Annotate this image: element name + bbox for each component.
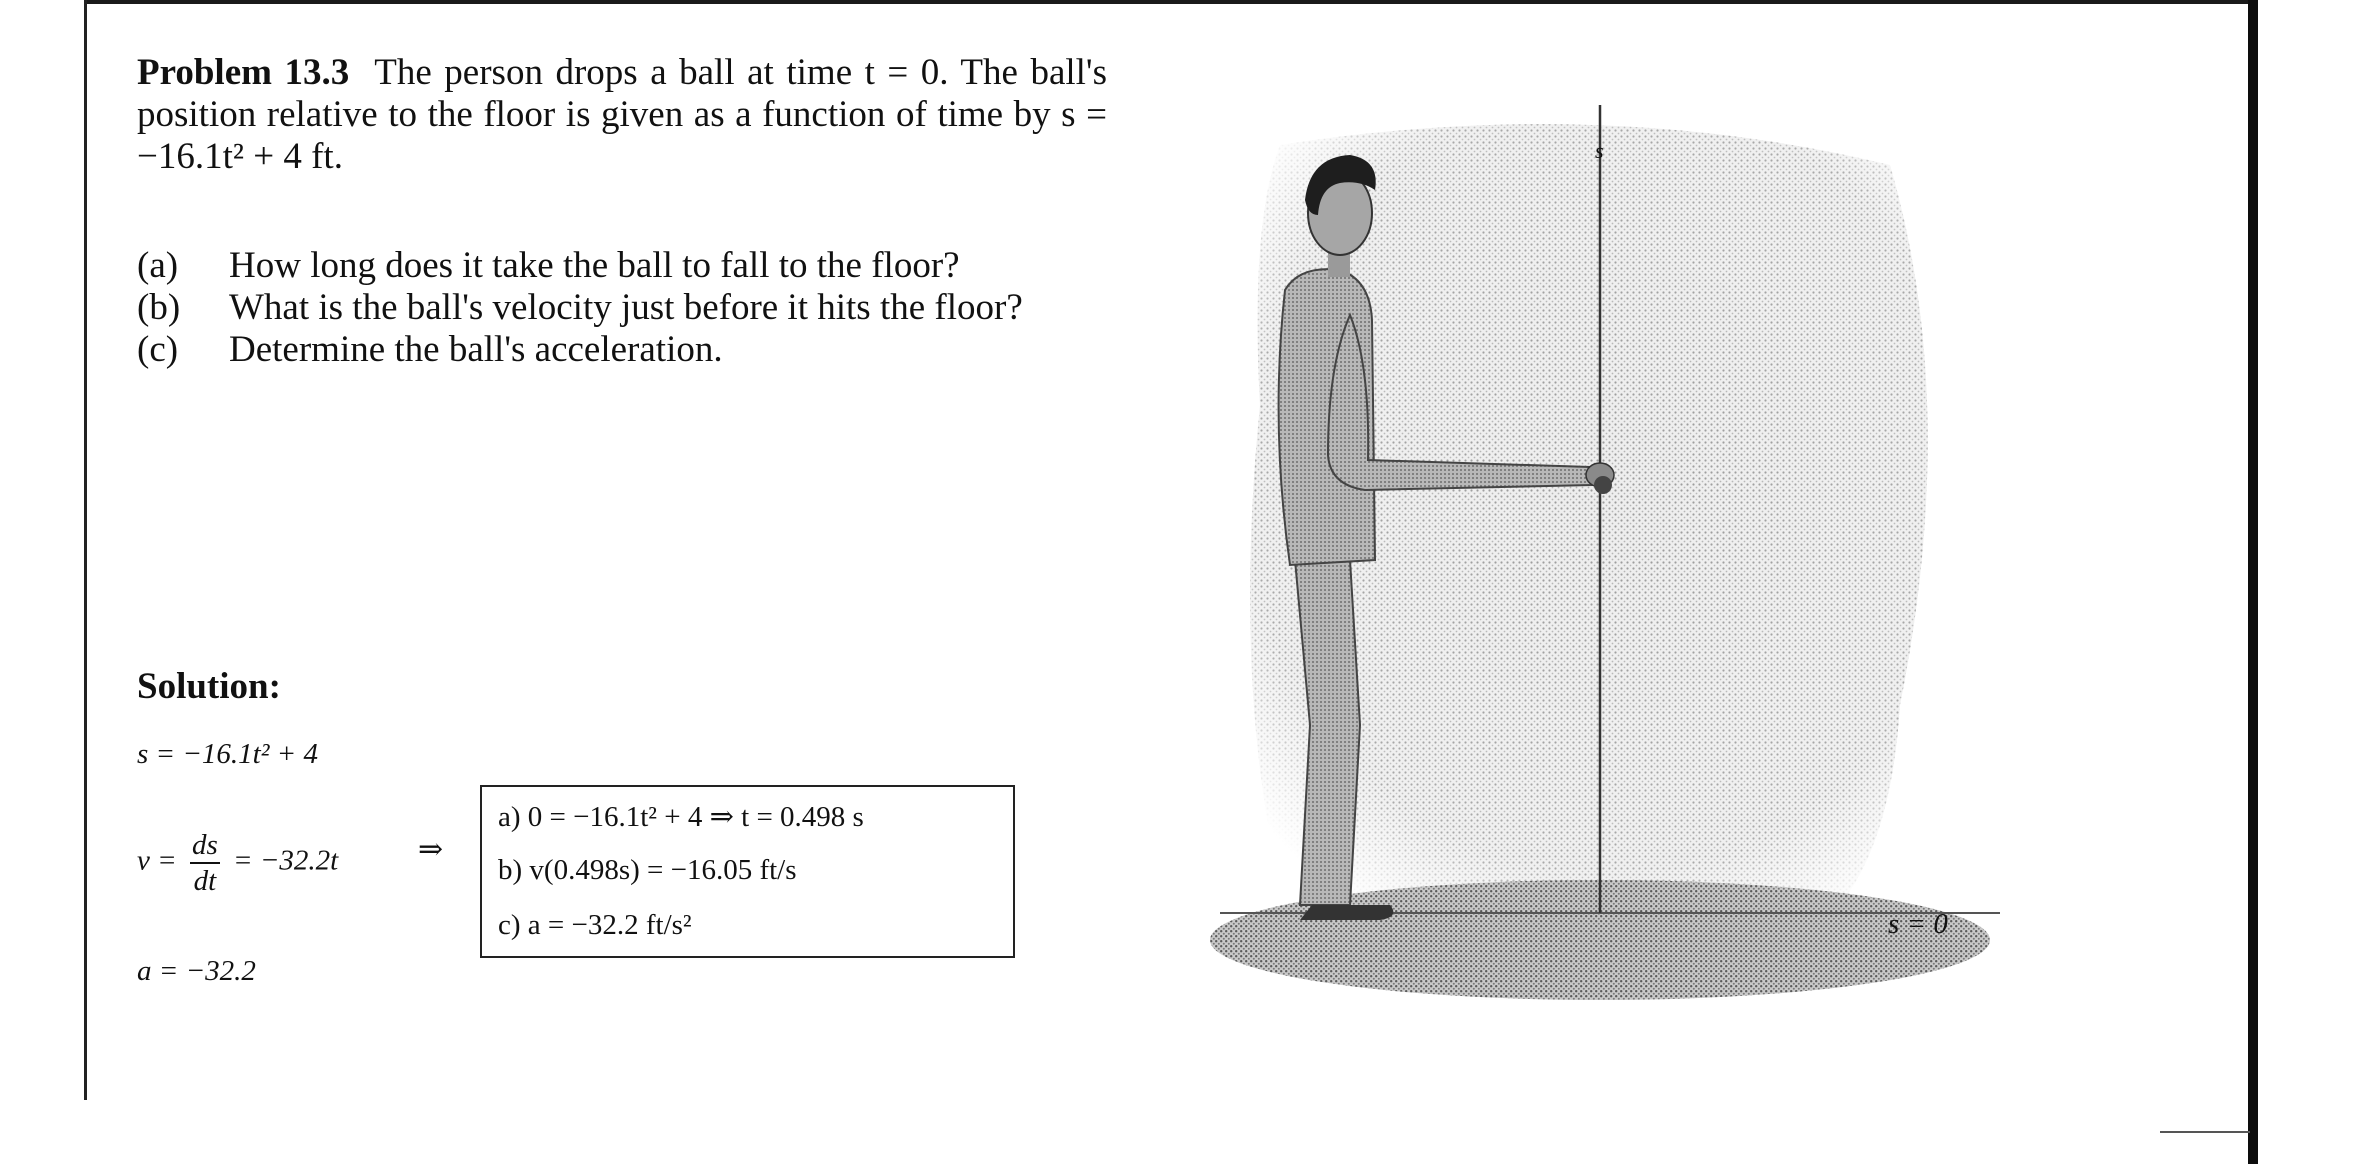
problem-statement (137, 52, 1107, 178)
answer-box (480, 785, 1015, 958)
solution-title: Solution: (137, 666, 281, 707)
page-frame-left (84, 0, 87, 1100)
part-text: How long does it take the ball to fall to the floor? (229, 245, 960, 286)
page-frame-right (2248, 0, 2258, 1164)
equation-velocity-lhs: v = (137, 844, 177, 877)
part-label: (b) (137, 287, 181, 328)
derivative-fraction (190, 830, 220, 896)
part-label: (a) (137, 245, 179, 286)
problem-parts (137, 245, 1107, 371)
person-dropping-ball-illustration (1200, 105, 2000, 1045)
problem-part-c (137, 329, 1107, 371)
equation-velocity (137, 830, 338, 896)
ball (1594, 476, 1612, 494)
part-label: (c) (137, 329, 179, 370)
equation-position (137, 738, 318, 771)
problem-part-a (137, 245, 1107, 287)
part-text: What is the ball's velocity just before it hits the floor? (229, 287, 1023, 328)
problem-intro: The person drops a ball at time t = 0. The ball's position relative to the floor is given as a function of time by s = −16.1t² + 4 ft. (137, 52, 1107, 177)
page-frame-top (84, 0, 2254, 4)
fraction-denominator: dt (193, 865, 217, 897)
equation-velocity-rhs: = −32.2t (233, 844, 339, 877)
page-frame-bottom-rule (2160, 1131, 2250, 1133)
answer-c: c) a = −32.2 ft/s² (498, 909, 692, 941)
s-axis-label: s (1595, 138, 1604, 163)
fraction-numerator: ds (190, 830, 220, 864)
equation-position-text: s = −16.1t² + 4 (137, 738, 318, 770)
equation-acceleration (137, 955, 256, 988)
answer-b: b) v(0.498s) = −16.05 ft/s (498, 854, 797, 886)
floor-origin-label: s = 0 (1888, 908, 1948, 940)
problem-heading: Problem 13.3 (137, 52, 350, 93)
problem-part-b (137, 287, 1107, 329)
implies-arrow: ⇒ (418, 833, 444, 866)
answer-a: a) 0 = −16.1t² + 4 ⇒ t = 0.498 s (498, 801, 864, 833)
equation-acceleration-text: a = −32.2 (137, 955, 256, 987)
part-text: Determine the ball's acceleration. (229, 329, 723, 370)
